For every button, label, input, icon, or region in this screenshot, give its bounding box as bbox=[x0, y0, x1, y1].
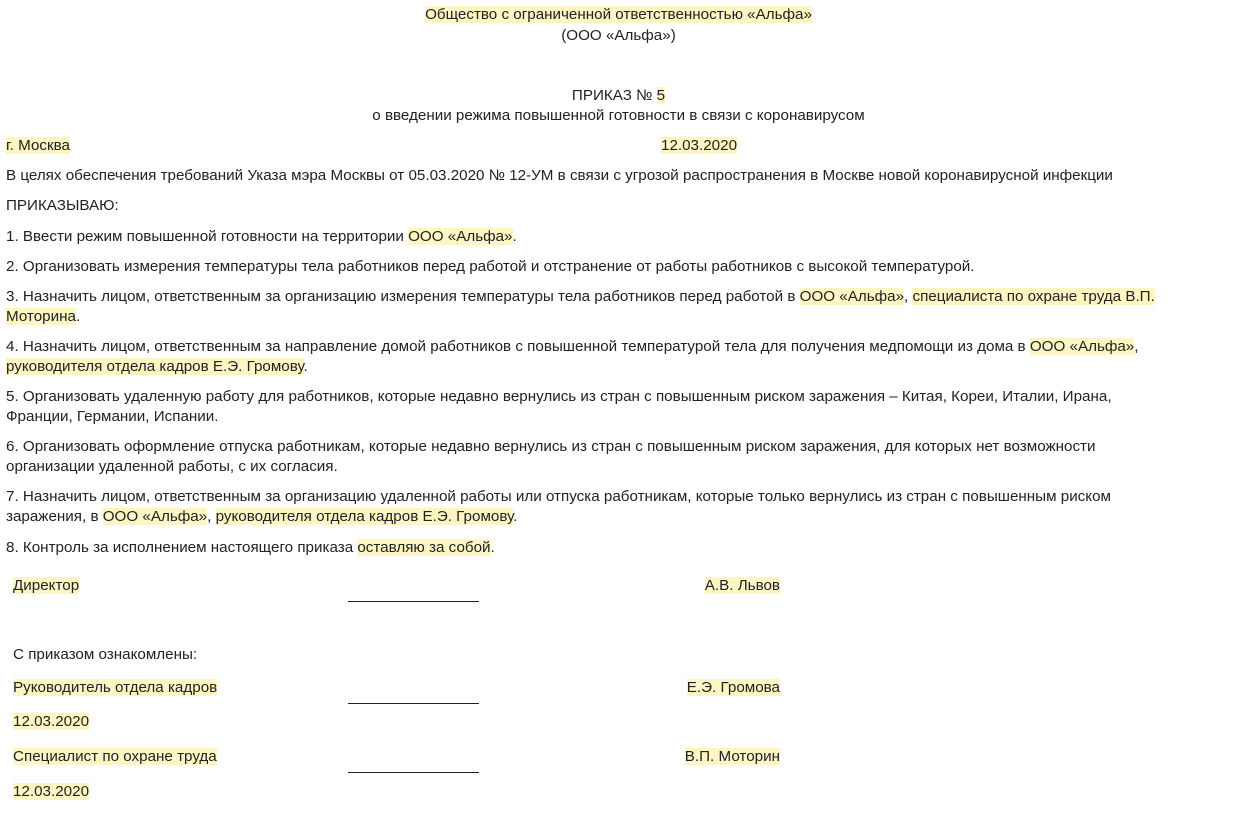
safety-signature-line bbox=[348, 772, 479, 773]
order-item-6-line-2: организации удаленной работы, с их согласия. bbox=[6, 458, 338, 475]
order-item-7-line-1: 7. Назначить лицом, ответственным за организацию удаленной работы или отпуска работникам, которые только вернулись из стран с повышенным риском bbox=[6, 488, 1111, 505]
preamble: В целях обеспечения требований Указа мэра Москвы от 05.03.2020 № 12-УМ в связи с угрозой распространения в Москве новой коронавирусной инфекции bbox=[6, 167, 1113, 184]
safety-date: 12.03.2020 bbox=[13, 783, 90, 800]
order-date: 12.03.2020 bbox=[661, 137, 738, 154]
director-signature-line bbox=[348, 601, 479, 602]
order-item-4-line-1: 4. Назначить лицом, ответственным за направление домой работников с повышенной температурой тела для получения медпомощи из дома в ООО «Альфа», bbox=[6, 338, 1139, 355]
order-item-6-line-1: 6. Организовать оформление отпуска работникам, которые недавно вернулись из стран с повышенным риском заражения, для которых нет возможности bbox=[6, 438, 1096, 455]
order-subject: о введении режима повышенной готовности в связи с коронавирусом bbox=[372, 107, 865, 124]
org-short-name: (ООО «Альфа») bbox=[561, 27, 676, 44]
order-item-5-line-1: 5. Организовать удаленную работу для работников, которые недавно вернулись из стран с повышенным риском заражения – Китая, Кореи, Италии, Ирана, bbox=[6, 388, 1112, 405]
hr-title: Руководитель отдела кадров bbox=[13, 679, 218, 696]
order-item-8: 8. Контроль за исполнением настоящего приказа оставляю за собой. bbox=[6, 539, 495, 556]
hr-signature-line bbox=[348, 703, 479, 704]
hr-date: 12.03.2020 bbox=[13, 713, 90, 730]
director-title: Директор bbox=[13, 577, 80, 594]
order-item-5-line-2: Франции, Германии, Испании. bbox=[6, 408, 219, 425]
order-word: ПРИКАЗЫВАЮ: bbox=[6, 197, 119, 214]
org-full-name: Общество с ограниченной ответственностью «Альфа» bbox=[425, 6, 812, 23]
order-item-1: 1. Ввести режим повышенной готовности на территории ООО «Альфа». bbox=[6, 228, 517, 245]
order-item-4-line-2: руководителя отдела кадров Е.Э. Громову. bbox=[6, 358, 308, 375]
order-title: ПРИКАЗ № 5 bbox=[571, 87, 666, 104]
order-item-3-line-2: Моторина. bbox=[6, 308, 81, 325]
safety-name: В.П. Моторин bbox=[684, 748, 780, 765]
acquainted-label: С приказом ознакомлены: bbox=[13, 646, 198, 663]
order-item-7-line-2: заражения, в ООО «Альфа», руководителя отдела кадров Е.Э. Громову. bbox=[6, 508, 518, 525]
director-name: А.В. Львов bbox=[704, 577, 780, 594]
order-item-2: 2. Организовать измерения температуры тела работников перед работой и отстранение от работы работников с высокой температурой. bbox=[6, 258, 975, 275]
hr-name: Е.Э. Громова bbox=[686, 679, 780, 696]
order-number: 5 bbox=[656, 87, 666, 104]
order-item-3-line-1: 3. Назначить лицом, ответственным за организацию измерения температуры тела работников перед работой в ООО «Альфа», специалиста по охране труда В.П. bbox=[6, 288, 1155, 305]
safety-title: Специалист по охране труда bbox=[13, 748, 217, 765]
order-city: г. Москва bbox=[6, 137, 70, 154]
